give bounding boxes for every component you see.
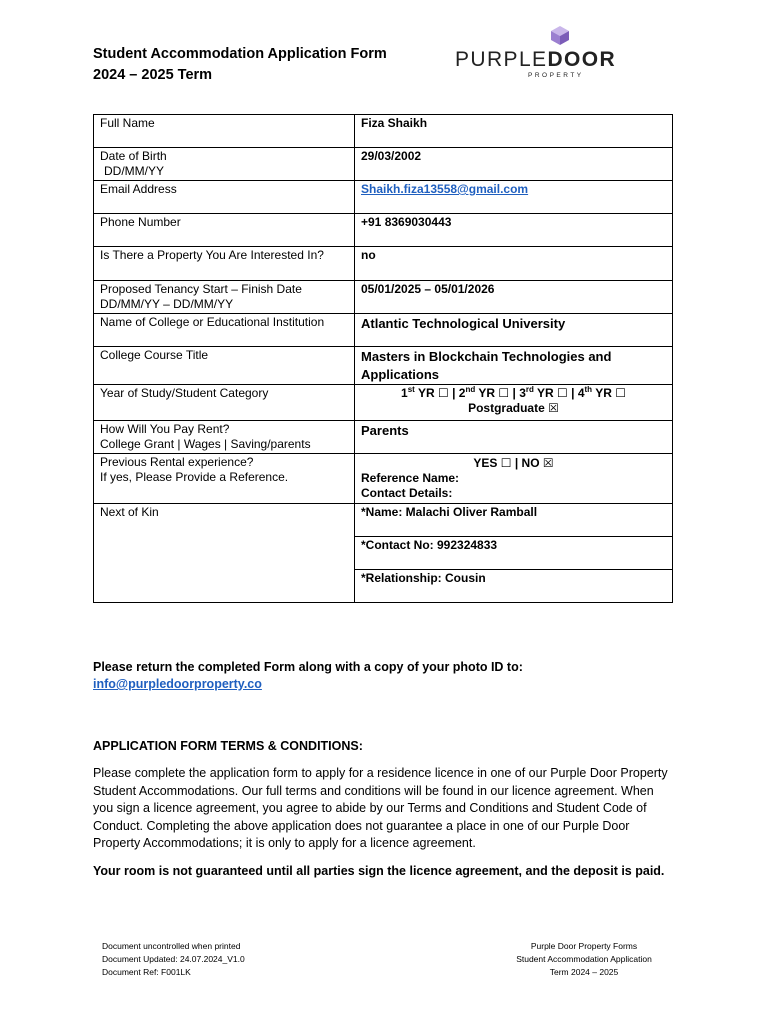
full-name-value[interactable]: Fiza Shaikh [355, 115, 673, 148]
tenancy-value[interactable]: 05/01/2025 – 05/01/2026 [355, 281, 673, 314]
reference-name-label: Reference Name: [361, 471, 460, 485]
cube-logo-icon [549, 24, 571, 46]
row-year [94, 385, 673, 421]
full-name-label: Full Name [94, 115, 355, 148]
logo-wordmark [455, 47, 616, 73]
checkbox-empty-icon: ☐ [437, 386, 449, 400]
kin-contact[interactable]: *Contact No: 992324833 [355, 537, 673, 570]
return-note [93, 659, 523, 693]
application-form-table [93, 114, 673, 603]
checkbox-empty-icon: ☐ [557, 386, 568, 400]
footer-right [500, 940, 668, 978]
logo-subtitle: PROPERTY [528, 72, 584, 79]
row-phone [94, 214, 673, 247]
college-label: Name of College or Educational Institution [94, 314, 355, 347]
row-property [94, 247, 673, 281]
rental-label: Previous Rental experience? [100, 455, 254, 469]
dob-format: DD/MM/YY [104, 164, 164, 178]
footer-left [102, 940, 245, 978]
email-cell [355, 181, 673, 214]
property-value[interactable]: no [355, 247, 673, 281]
rental-no-option[interactable]: NO ☒ [521, 456, 554, 470]
year-label: Year of Study/Student Category [94, 385, 355, 421]
pay-options: College Grant | Wages | Saving/parents [100, 437, 311, 451]
rental-sub: If yes, Please Provide a Reference. [100, 470, 289, 484]
year-options-line: 1st YR ☐ | 2nd YR ☐ | 3rd YR ☐ | 4th YR ☐ [401, 385, 626, 400]
title-line-2: 2024 – 2025 Term [93, 67, 213, 83]
email-label: Email Address [94, 181, 355, 214]
row-college [94, 314, 673, 347]
row-email [94, 181, 673, 214]
row-course [94, 347, 673, 385]
row-payment [94, 421, 673, 454]
college-value[interactable]: Atlantic Technological University [355, 314, 673, 347]
year-options-cell [355, 385, 673, 421]
checkbox-empty-icon: ☐ [500, 456, 512, 470]
row-rental [94, 454, 673, 504]
footer-left-line-1: Document uncontrolled when printed [102, 941, 241, 951]
year-option-3[interactable]: 3rd YR ☐ [519, 385, 568, 400]
phone-label: Phone Number [94, 214, 355, 247]
dob-label: Date of Birth [100, 149, 167, 163]
pay-label-cell [94, 421, 355, 454]
row-tenancy [94, 281, 673, 314]
row-kin-name [94, 504, 673, 537]
logo-word-purple: PURPLE [455, 48, 548, 71]
footer-right-line-2: Student Accommodation Application [516, 953, 652, 964]
property-label: Is There a Property You Are Interested In? [94, 247, 355, 281]
year-option-4[interactable]: 4th YR ☐ [577, 385, 626, 400]
postgraduate-option[interactable]: Postgraduate ☒ [468, 401, 559, 415]
footer-right-line-1: Purple Door Property Forms [530, 941, 638, 951]
return-text: Please return the completed Form along with a copy of your photo ID to: [93, 660, 523, 674]
year-option-2[interactable]: 2nd YR ☐ [458, 385, 510, 400]
terms-bold-note: Your room is not guaranteed until all parties sign the licence agreement, and the deposit is paid. [93, 864, 665, 878]
terms-paragraph: Please complete the application form to apply for a residence licence in one of our Purple Door Property Student Accommodations. Our full terms and conditions will be found in our licence agreement. When you sign a licence agreement, you agree to abide by our Terms and Conditions and Student Code of Conduct. Completing the above application does not guarantee a place in one of our Purple Door Property Accommodations; it is only to apply for a licence agreement. [93, 766, 668, 851]
logo-word-door: DOOR [547, 48, 617, 71]
footer-left-line-2: Document Updated: 24.07.2024_V1.0 [102, 953, 245, 964]
kin-label: Next of Kin [94, 504, 355, 603]
phone-value[interactable]: +91 8369030443 [355, 214, 673, 247]
terms-heading: APPLICATION FORM TERMS & CONDITIONS: [93, 739, 363, 753]
pay-label: How Will You Pay Rent? [100, 422, 230, 436]
checkbox-empty-icon: ☐ [615, 386, 626, 400]
email-link[interactable]: Shaikh.fiza13558@gmail.com [361, 182, 529, 196]
row-dob [94, 148, 673, 181]
document-title [93, 44, 387, 86]
course-label: College Course Title [94, 347, 355, 385]
kin-name[interactable]: *Name: Malachi Oliver Ramball [355, 504, 673, 537]
rental-cell [355, 454, 673, 504]
rental-yes-no: YES ☐ | NO ☒ [473, 456, 554, 470]
dob-value[interactable]: 29/03/2002 [355, 148, 673, 181]
return-email-link[interactable]: info@purpledoorproperty.co [93, 677, 262, 691]
contact-details-label: Contact Details: [361, 486, 453, 500]
year-option-1[interactable]: 1st YR ☐ [401, 385, 449, 400]
checkbox-checked-icon: ☒ [548, 401, 559, 415]
tenancy-label: Proposed Tenancy Start – Finish Date [100, 282, 302, 296]
course-value[interactable]: Masters in Blockchain Technologies and Applications [355, 347, 673, 385]
dob-label-cell [94, 148, 355, 181]
kin-relationship[interactable]: *Relationship: Cousin [355, 570, 673, 603]
row-full-name [94, 115, 673, 148]
footer-right-line-3: Term 2024 – 2025 [549, 966, 619, 977]
purple-door-logo [452, 24, 668, 84]
rental-label-cell [94, 454, 355, 504]
title-line-1: Student Accommodation Application Form [93, 46, 387, 62]
checkbox-empty-icon: ☐ [498, 386, 510, 400]
pay-value[interactable]: Parents [355, 421, 673, 454]
tenancy-format: DD/MM/YY – DD/MM/YY [100, 297, 234, 311]
footer-left-line-3: Document Ref: F001LK [102, 966, 191, 977]
checkbox-checked-icon: ☒ [542, 456, 554, 470]
tenancy-label-cell [94, 281, 355, 314]
rental-yes-option[interactable]: YES ☐ [473, 456, 512, 470]
